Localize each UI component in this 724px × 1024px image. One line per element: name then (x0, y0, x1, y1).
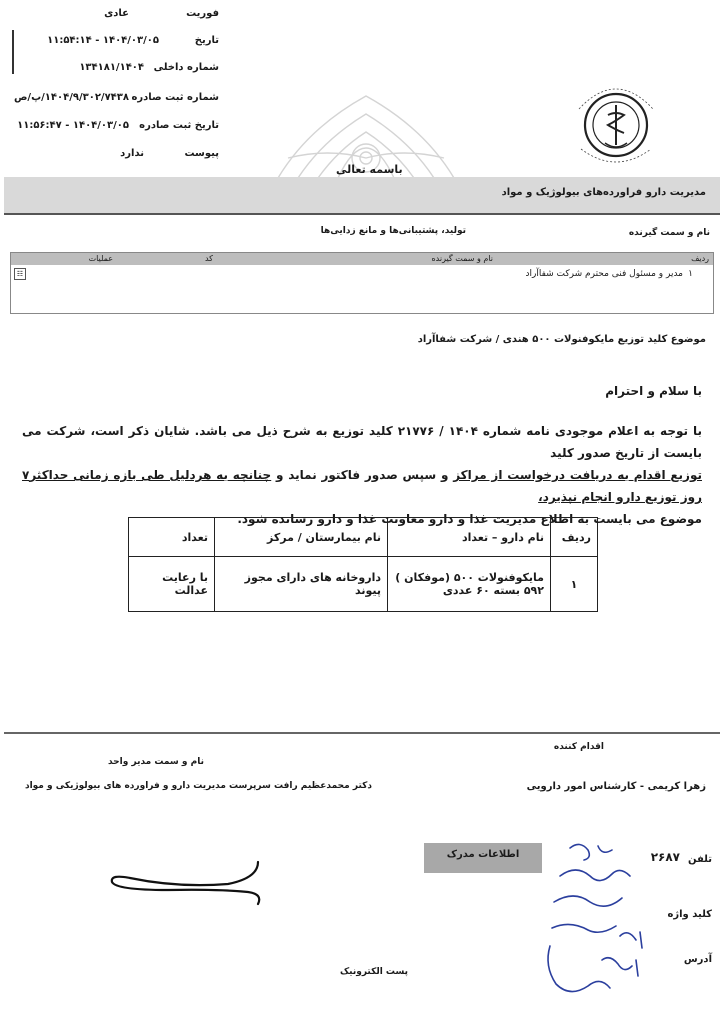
col-code: کد (204, 254, 213, 263)
department-title: مدیریت دارو فراورده‌های بیولوژیک و مواد (501, 187, 706, 198)
action-by-value: زهرا کریمی - کارشناس امور دارویی (526, 781, 706, 792)
bismillah: باسمه تعالی (336, 163, 403, 176)
recipient-table (10, 252, 714, 314)
distribution-table (128, 517, 598, 612)
cell-center: داروخانه های دارای مجوز پیوند (215, 557, 388, 612)
body-underline-2: چنانچه به هردلیل طی بازه زمانی حداکثر۷ روز توزیع دارو انجام نپذیرد، (22, 468, 702, 504)
body-plain-2: و سپس صدور فاکتور نماید و (271, 468, 454, 482)
attachment-label: پیوست (184, 148, 219, 159)
issued-reg-number-label: شماره ثبت صادره (131, 92, 219, 103)
col-name: نام و سمت گیرنده (431, 254, 493, 263)
table-row (129, 557, 598, 612)
date-value: ۱۴۰۴/۰۳/۰۵ - ۱۱:۵۴:۱۴ (47, 35, 159, 46)
col-row: ردیف (691, 254, 709, 263)
th-row: ردیف (551, 518, 598, 557)
issued-reg-number-value: ۱۴۰۴/۹/۳۰۲/۷۴۳۸/پ/ص (13, 92, 129, 103)
subject-line: موضوع کلید توزیع مایکوفنولات ۵۰۰ هندی / شرکت شفاآراد (417, 334, 706, 345)
date-label: تاریخ (194, 35, 219, 46)
university-logo (565, 75, 667, 173)
unit-manager-value: دکتر محمدعظیم رافت سرپرست مدیریت دارو و فراورده های بیولوژیکی و مواد (24, 781, 372, 791)
th-center: نام بیمارستان / مرکز (215, 518, 388, 557)
keyword-label: کلید واژه (667, 909, 712, 920)
distribution-table-header (129, 518, 598, 557)
department-band (4, 177, 720, 215)
phone-value: ۲۶۸۷ (650, 850, 680, 864)
internal-number-label: شماره داخلی (153, 62, 219, 73)
phone-label: تلفن (687, 854, 712, 865)
margin-mark (12, 30, 14, 74)
attachment-value: ندارد (120, 148, 144, 159)
body-line-3: موضوع می بایست به اطلاع مدیریت غذا و دارو معاونت غذا و دارو رسانده شود. (237, 512, 702, 526)
col-action: عملیات (88, 254, 113, 263)
cell-qty: با رعایت عدالت (129, 557, 215, 612)
body-underline-1: توزیع اقدام به دریافت درخواست از مراکز (453, 468, 702, 482)
signature-divider (4, 732, 720, 734)
recipient-label: نام و سمت گیرنده (628, 228, 710, 238)
th-drug: نام دارو – تعداد (388, 518, 551, 557)
th-qty: تعداد (129, 518, 215, 557)
cell-drug (388, 557, 551, 612)
issued-reg-date-value: ۱۴۰۴/۰۳/۰۵ - ۱۱:۵۶:۴۷ (17, 120, 129, 131)
address-label: آدرس (683, 954, 712, 965)
body-line-1: با توجه به اعلام موجودی نامه شماره ۱۴۰۴ / ۲۱۷۷۶ کلید توزیع به شرح ذیل می باشد. شایان ذکر است، شرکت می بایست از تاریخ صدور کلید (22, 424, 702, 460)
action-by-label: اقدام کننده (553, 742, 604, 752)
urgency-label: فوریت (186, 8, 219, 19)
recipient-name: مدیر و مسئول فنی محترم شرکت شفاآراد (525, 269, 683, 279)
issued-reg-date-label: تاریخ ثبت صادره (139, 120, 219, 131)
table-row (11, 265, 713, 285)
drug-name: مایکوفنولات ۵۰۰ (موفکان ) (395, 571, 544, 584)
drug-quantity: ۵۹۲ بسته ۶۰ عددی (442, 584, 544, 597)
recipient-unit: تولید، پشتیبانی‌ها و مانع زدایی‌ها (320, 226, 466, 236)
email-label: پست الکترونیک (339, 967, 408, 977)
body-paragraph (22, 420, 702, 530)
urgency-value: عادی (104, 8, 129, 19)
cell-row: ۱ (551, 557, 598, 612)
greeting: با سلام و احترام (605, 384, 702, 398)
manager-signature (108, 856, 268, 906)
recipient-table-header (11, 253, 713, 265)
body-line-2 (22, 464, 702, 508)
row-number: ۱ (688, 269, 693, 279)
internal-number-value: ۱۳۴۱۸۱/۱۴۰۴ (79, 62, 144, 73)
unit-manager-label: نام و سمت مدیر واحد (107, 757, 204, 767)
document-info-button[interactable]: اطلاعات مدرک (424, 843, 542, 873)
row-action-icon[interactable]: ☷ (14, 268, 26, 280)
